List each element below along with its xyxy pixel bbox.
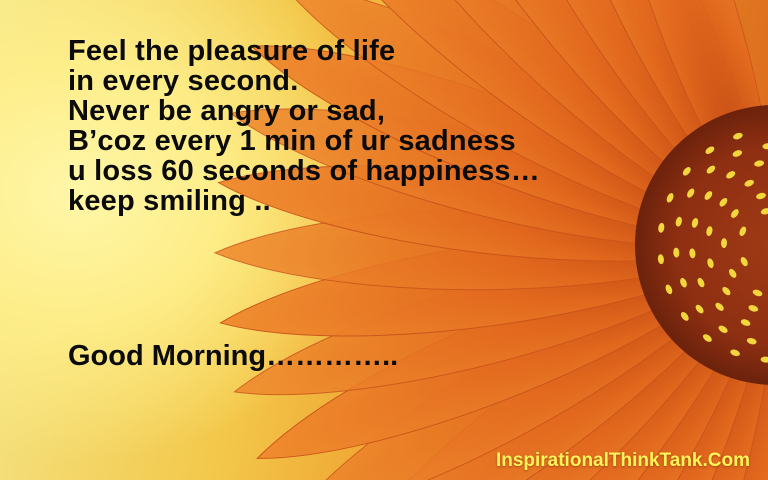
quote-line-1: Feel the pleasure of life [68, 35, 396, 67]
good-morning-heading: Good Morning………….. [68, 340, 399, 372]
quote-line-6: keep smiling .. [68, 185, 271, 217]
quote-line-2: in every second. [68, 65, 299, 97]
quote-text [68, 36, 540, 216]
quote-line-4: B’coz every 1 min of ur sadness [68, 125, 516, 157]
quote-line-5: u loss 60 seconds of happiness… [68, 155, 540, 187]
website-watermark: InspirationalThinkTank.Com [495, 450, 750, 471]
quote-line-3: Never be angry or sad, [68, 95, 386, 127]
